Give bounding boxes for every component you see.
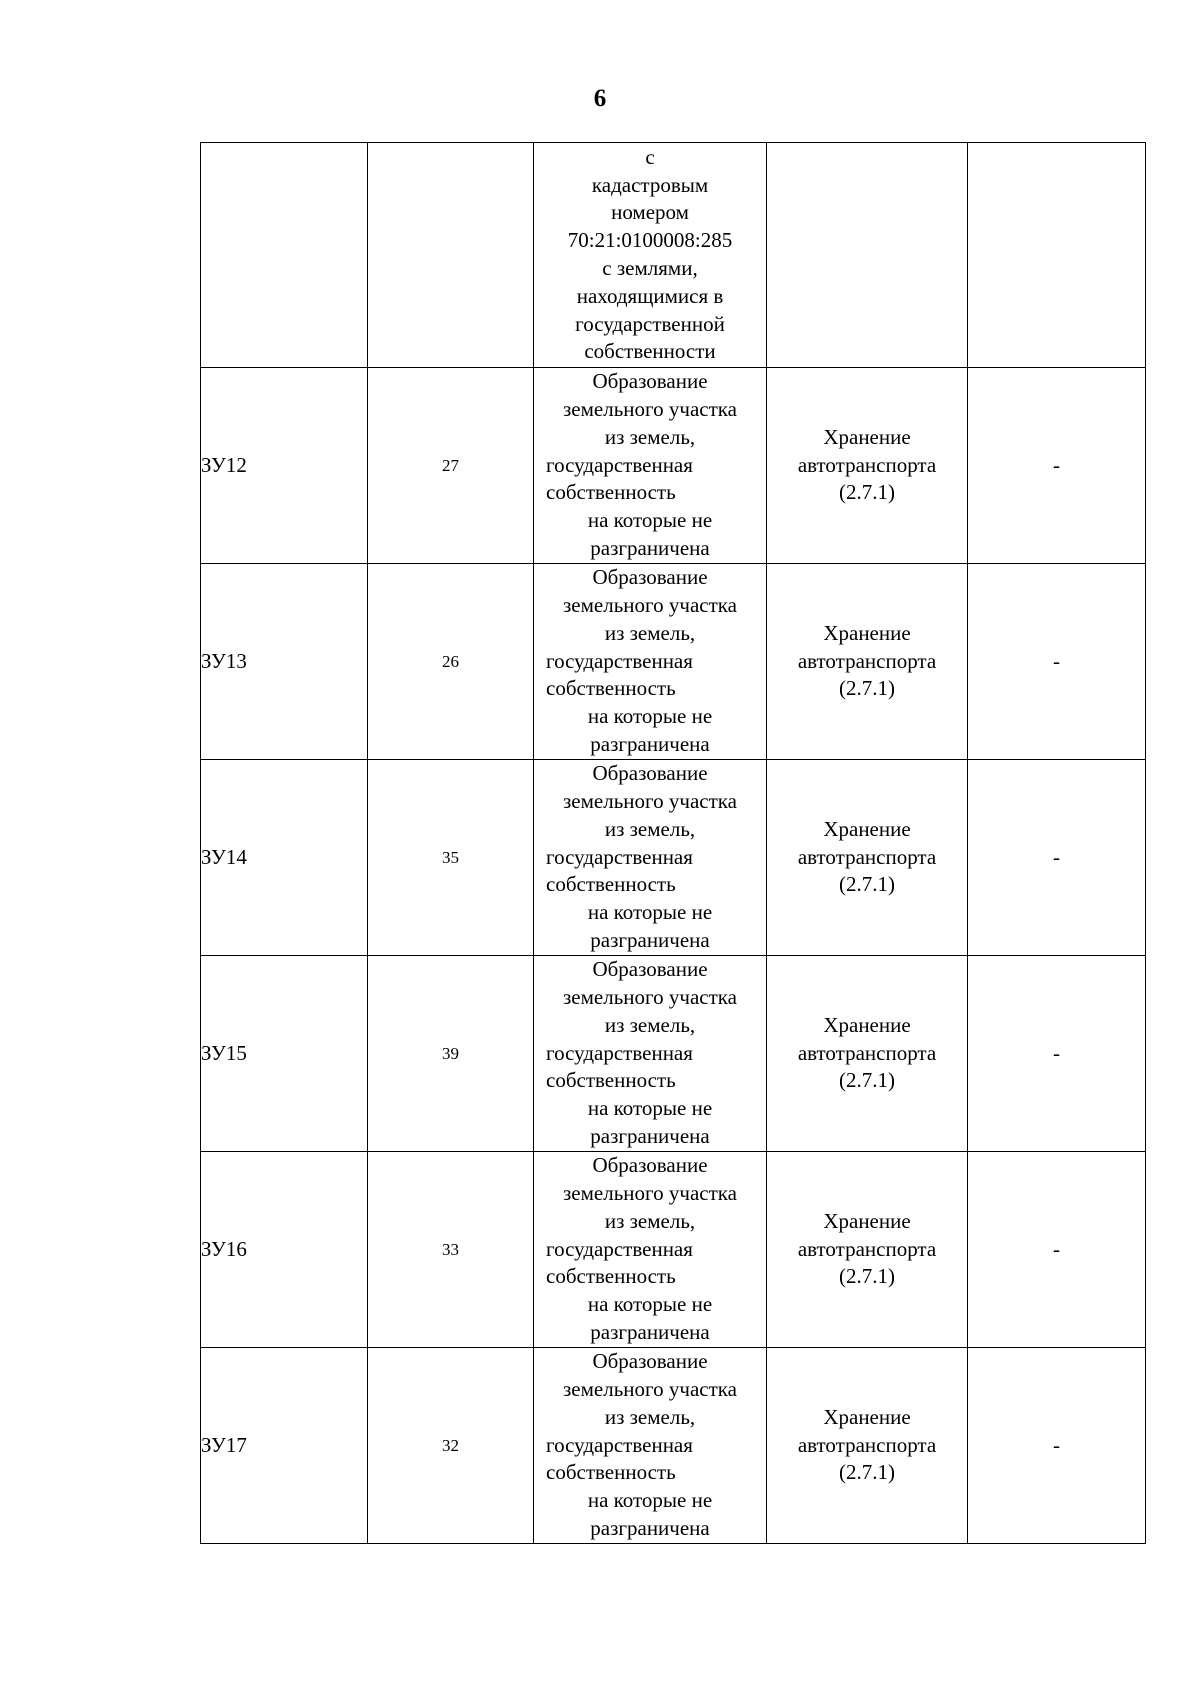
table-row [201, 1152, 1146, 1348]
use-line: Хранение [823, 1208, 911, 1233]
cell-permitted-use [767, 368, 968, 564]
cell-note: - [968, 1152, 1146, 1348]
desc-line: на которые не [587, 900, 713, 925]
cell-description [534, 143, 767, 368]
desc-line: собственность [546, 1460, 676, 1485]
desc-line: Образование [592, 957, 708, 982]
use-line: (2.7.1) [839, 1068, 895, 1093]
cell-plot-id: ЗУ12 [201, 368, 368, 564]
cell-area: 32 [368, 1348, 534, 1544]
cell-area: 27 [368, 368, 534, 564]
use-line: (2.7.1) [839, 1460, 895, 1485]
cell-note: - [968, 1348, 1146, 1544]
use-line: Хранение [823, 1404, 911, 1429]
cell-area: 33 [368, 1152, 534, 1348]
cell-note: - [968, 956, 1146, 1152]
table-body [201, 143, 1146, 1544]
desc-line: земельного участка [563, 789, 737, 813]
cell-permitted-use [767, 564, 968, 760]
cell-use-empty [767, 143, 968, 368]
desc-line: собственность [546, 872, 676, 897]
desc-line: из земель, [604, 1404, 696, 1429]
desc-line: государственная [546, 844, 693, 869]
desc-line: кадастровым [591, 172, 709, 197]
desc-line: из земель, [604, 620, 696, 645]
desc-line: государственная [546, 1040, 693, 1065]
cell-note: - [968, 760, 1146, 956]
cell-plot-id: ЗУ17 [201, 1348, 368, 1544]
cell-permitted-use [767, 760, 968, 956]
use-line: Хранение [823, 620, 911, 645]
desc-line: Образование [592, 369, 708, 394]
cell-plot-id: ЗУ13 [201, 564, 368, 760]
desc-line: собственность [546, 480, 676, 505]
desc-line: собственность [546, 1264, 676, 1289]
desc-line: на которые не [587, 1292, 713, 1317]
cell-plot-id: ЗУ14 [201, 760, 368, 956]
cell-description [534, 1348, 767, 1544]
cell-description [534, 564, 767, 760]
use-line: автотранспорта [797, 648, 937, 673]
table-row [201, 956, 1146, 1152]
use-line: Хранение [823, 1012, 911, 1037]
cell-area: 39 [368, 956, 534, 1152]
desc-line: из земель, [604, 1012, 696, 1037]
use-line: автотранспорта [797, 1432, 937, 1457]
desc-line: с землями, [602, 256, 698, 280]
cell-permitted-use [767, 1152, 968, 1348]
cell-plot-id: ЗУ15 [201, 956, 368, 1152]
desc-line: из земель, [604, 424, 696, 449]
desc-line: на которые не [587, 508, 713, 533]
desc-line: разграничена [590, 535, 710, 560]
cell-area: 35 [368, 760, 534, 956]
table-row [201, 1348, 1146, 1544]
desc-line: собственность [546, 1068, 676, 1093]
desc-line: на которые не [587, 1096, 713, 1121]
cell-id-empty [201, 143, 368, 368]
use-line: Хранение [823, 816, 911, 841]
use-line: автотранспорта [797, 844, 937, 869]
desc-line: земельного участка [563, 397, 737, 421]
cell-permitted-use [767, 956, 968, 1152]
cell-description [534, 368, 767, 564]
use-line: автотранспорта [797, 1040, 937, 1065]
desc-line: Образование [592, 565, 708, 590]
desc-line: номером [611, 200, 689, 225]
use-line: (2.7.1) [839, 676, 895, 701]
desc-line: земельного участка [563, 593, 737, 617]
desc-line: на которые не [587, 704, 713, 729]
desc-line: государственной [575, 311, 725, 336]
desc-line: с [645, 144, 655, 169]
desc-line: разграничена [590, 1123, 710, 1148]
cell-area: 26 [368, 564, 534, 760]
cell-description [534, 1152, 767, 1348]
desc-line: государственная [546, 1432, 693, 1457]
desc-line: находящимися в [576, 283, 724, 308]
desc-line: государственная [546, 1236, 693, 1261]
desc-line: разграничена [590, 731, 710, 756]
table-row-continued [201, 143, 1146, 368]
use-line: (2.7.1) [839, 480, 895, 505]
desc-line: 70:21:0100008:285 [567, 228, 733, 253]
use-line: Хранение [823, 424, 911, 449]
table-row [201, 368, 1146, 564]
use-line: автотранспорта [797, 452, 937, 477]
page-number: 6 [593, 85, 607, 112]
use-line: (2.7.1) [839, 1264, 895, 1289]
cell-note: - [968, 368, 1146, 564]
table-row [201, 760, 1146, 956]
desc-line: государственная [546, 648, 693, 673]
desc-line: государственная [546, 452, 693, 477]
desc-line: из земель, [604, 816, 696, 841]
desc-line: Образование [592, 1349, 708, 1374]
use-line: (2.7.1) [839, 872, 895, 897]
desc-line: разграничена [590, 1515, 710, 1540]
cell-description [534, 956, 767, 1152]
desc-line: земельного участка [563, 985, 737, 1009]
cell-note: - [968, 564, 1146, 760]
desc-line: разграничена [590, 1319, 710, 1344]
cell-plot-id: ЗУ16 [201, 1152, 368, 1348]
desc-line: разграничена [590, 927, 710, 952]
land-plots-table [200, 142, 1146, 1544]
desc-line: собственности [584, 339, 716, 364]
desc-line: земельного участка [563, 1377, 737, 1401]
cell-description [534, 760, 767, 956]
table-row [201, 564, 1146, 760]
cell-note-empty [968, 143, 1146, 368]
desc-line: Образование [592, 761, 708, 786]
desc-line: из земель, [604, 1208, 696, 1233]
desc-line: собственность [546, 676, 676, 701]
desc-line: земельного участка [563, 1181, 737, 1205]
use-line: автотранспорта [797, 1236, 937, 1261]
cell-area-empty [368, 143, 534, 368]
cell-permitted-use [767, 1348, 968, 1544]
desc-line: Образование [592, 1153, 708, 1178]
desc-line: на которые не [587, 1488, 713, 1513]
